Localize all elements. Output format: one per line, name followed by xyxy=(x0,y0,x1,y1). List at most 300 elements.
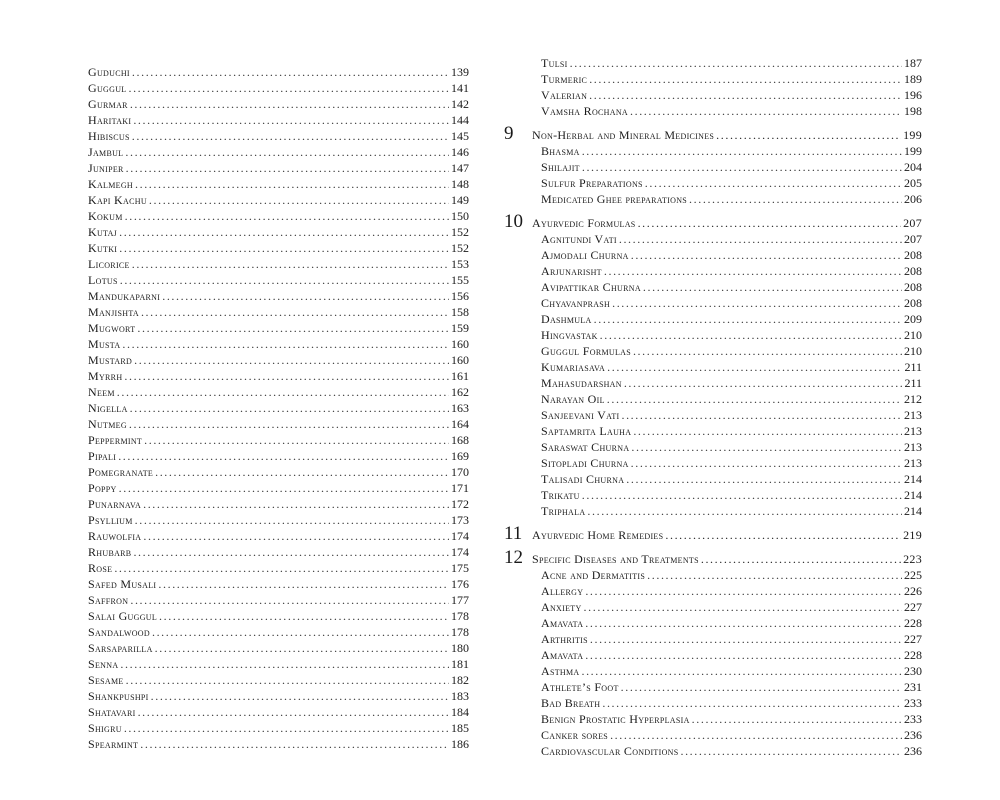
entry-title: Senna xyxy=(88,657,119,671)
dot-leader xyxy=(631,439,902,455)
toc-entry[interactable] xyxy=(541,583,922,599)
dot-leader xyxy=(125,208,449,224)
toc-entry[interactable] xyxy=(541,567,922,583)
toc-entry[interactable] xyxy=(88,400,469,416)
entry-page-number: 208 xyxy=(904,248,922,262)
entry-title: Spearmint xyxy=(88,737,139,751)
toc-entry[interactable] xyxy=(88,480,469,496)
dot-leader xyxy=(600,327,902,343)
entry-title: Dashmula xyxy=(541,312,592,326)
toc-entry[interactable] xyxy=(88,608,469,624)
chapter-page: 199 xyxy=(903,128,922,142)
entry-page-number: 155 xyxy=(451,273,469,287)
entry-title: Saffron xyxy=(88,593,129,607)
entry-title: Safed Musali xyxy=(88,577,157,591)
entry-title: Kapi Kachu xyxy=(88,193,147,207)
dot-leader xyxy=(132,64,449,80)
entry-page-number: 153 xyxy=(451,257,469,271)
entry-page-number: 212 xyxy=(904,392,922,406)
toc-entry[interactable] xyxy=(541,375,922,391)
entry-title: Medicated Ghee preparations xyxy=(541,192,688,206)
toc-entry[interactable] xyxy=(88,288,469,304)
chapter-page: 207 xyxy=(903,216,922,230)
toc-entry[interactable] xyxy=(541,87,922,103)
toc-entry[interactable] xyxy=(541,159,922,175)
entry-page-number: 168 xyxy=(451,433,469,447)
right-page-toc xyxy=(504,55,922,759)
dot-leader xyxy=(143,496,449,512)
toc-entry[interactable] xyxy=(541,343,922,359)
dot-leader xyxy=(716,126,901,144)
toc-entry[interactable] xyxy=(541,487,922,503)
toc-entry[interactable] xyxy=(541,295,922,311)
chapter-number: 11 xyxy=(504,523,523,544)
dot-leader xyxy=(149,192,449,208)
chapter-number: 9 xyxy=(504,123,514,144)
dot-leader xyxy=(610,727,902,743)
toc-entry[interactable] xyxy=(541,439,922,455)
entry-page-number: 170 xyxy=(451,465,469,479)
entry-title: Rose xyxy=(88,561,113,575)
entry-page-number: 227 xyxy=(904,632,922,646)
entry-page-number: 214 xyxy=(904,488,922,502)
chapter-heading-9[interactable] xyxy=(504,125,922,143)
toc-entry[interactable] xyxy=(541,143,922,159)
dot-leader xyxy=(589,87,902,103)
entry-title: Kutaj xyxy=(88,225,118,239)
toc-entry[interactable] xyxy=(541,647,922,663)
entry-page-number: 163 xyxy=(451,401,469,415)
entry-page-number: 141 xyxy=(451,81,469,95)
entry-page-number: 213 xyxy=(904,424,922,438)
entry-title: Athlete’s Foot xyxy=(541,680,619,694)
dot-leader xyxy=(120,272,449,288)
dot-leader xyxy=(624,375,903,391)
entry-page-number: 177 xyxy=(451,593,469,607)
left-entry-list xyxy=(88,64,469,752)
toc-entry[interactable] xyxy=(88,320,469,336)
entry-title: Sitopladi Churna xyxy=(541,456,629,470)
toc-entry[interactable] xyxy=(88,624,469,640)
dot-leader xyxy=(134,352,449,368)
dot-leader xyxy=(689,191,902,207)
toc-entry[interactable] xyxy=(88,224,469,240)
entry-page-number: 199 xyxy=(904,144,922,158)
entry-title: Sandalwood xyxy=(88,625,150,639)
toc-entry[interactable] xyxy=(541,679,922,695)
toc-entry[interactable] xyxy=(88,176,469,192)
entry-title: Juniper xyxy=(88,161,124,175)
entry-title: Saraswat Churna xyxy=(541,440,630,454)
dot-leader xyxy=(138,704,449,720)
entry-page-number: 225 xyxy=(904,568,922,582)
toc-entry[interactable] xyxy=(88,416,469,432)
dot-leader xyxy=(129,416,449,432)
toc-entry[interactable] xyxy=(541,55,922,71)
toc-entry[interactable] xyxy=(88,592,469,608)
toc-entry[interactable] xyxy=(541,663,922,679)
entry-page-number: 158 xyxy=(451,305,469,319)
toc-entry[interactable] xyxy=(88,560,469,576)
entry-page-number: 182 xyxy=(451,673,469,687)
toc-entry[interactable] xyxy=(88,704,469,720)
entry-title: Ajmodali Churna xyxy=(541,248,629,262)
toc-entry[interactable] xyxy=(541,191,922,207)
toc-entry[interactable] xyxy=(88,160,469,176)
toc-entry[interactable] xyxy=(541,711,922,727)
dot-leader xyxy=(570,55,902,71)
dot-leader xyxy=(140,736,449,752)
entry-title: Acne and Dermatitis xyxy=(541,568,646,582)
entry-title: Musta xyxy=(88,337,121,351)
entry-page-number: 226 xyxy=(904,584,922,598)
toc-entry[interactable] xyxy=(88,64,469,80)
toc-entry[interactable] xyxy=(541,503,922,519)
entry-title: Poppy xyxy=(88,481,117,495)
dot-leader xyxy=(135,512,449,528)
entry-title: Mandukaparni xyxy=(88,289,161,303)
toc-entry[interactable] xyxy=(541,599,922,615)
chapter-heading-11[interactable] xyxy=(504,525,922,543)
entry-page-number: 210 xyxy=(904,344,922,358)
entry-title: Mustard xyxy=(88,353,133,367)
entry-page-number: 228 xyxy=(904,648,922,662)
dot-leader xyxy=(638,214,902,232)
dot-leader xyxy=(130,400,449,416)
toc-entry[interactable] xyxy=(88,496,469,512)
entry-title: Kutki xyxy=(88,241,118,255)
toc-entry[interactable] xyxy=(88,144,469,160)
entry-page-number: 184 xyxy=(451,705,469,719)
dot-leader xyxy=(585,615,902,631)
dot-leader xyxy=(645,175,902,191)
chapter-title: Ayurvedic Home Remedies xyxy=(532,528,664,542)
toc-entry[interactable] xyxy=(88,736,469,752)
dot-leader xyxy=(680,743,902,759)
toc-entry[interactable] xyxy=(541,247,922,263)
entry-title: Arthritis xyxy=(541,632,588,646)
entry-page-number: 159 xyxy=(451,321,469,335)
toc-entry[interactable] xyxy=(88,432,469,448)
entry-page-number: 171 xyxy=(451,481,469,495)
entry-page-number: 160 xyxy=(451,353,469,367)
dot-leader xyxy=(118,448,449,464)
entry-page-number: 236 xyxy=(904,728,922,742)
chapter-heading-10[interactable] xyxy=(504,213,922,231)
toc-entry[interactable] xyxy=(541,391,922,407)
toc-entry[interactable] xyxy=(541,263,922,279)
entry-page-number: 178 xyxy=(451,609,469,623)
entry-title: Shankpushpi xyxy=(88,689,149,703)
entry-title: Cardiovascular Conditions xyxy=(541,744,679,758)
dot-leader xyxy=(585,647,902,663)
entry-title: Gurmar xyxy=(88,97,128,111)
entry-title: Rauwolfia xyxy=(88,529,142,543)
dot-leader xyxy=(158,576,449,592)
toc-entry[interactable] xyxy=(541,615,922,631)
toc-entry[interactable] xyxy=(88,336,469,352)
dot-leader xyxy=(643,279,902,295)
toc-entry[interactable] xyxy=(88,192,469,208)
chapter-number: 10 xyxy=(504,211,523,232)
entry-title: Turmeric xyxy=(541,72,588,86)
entry-page-number: 185 xyxy=(451,721,469,735)
toc-entry[interactable] xyxy=(88,112,469,128)
chapter-title: Specific Diseases and Treatments xyxy=(532,552,699,566)
chapter-page: 223 xyxy=(903,552,922,566)
entry-title: Sarsaparilla xyxy=(88,641,153,655)
entry-page-number: 160 xyxy=(451,337,469,351)
entry-title: Haritaki xyxy=(88,113,132,127)
dot-leader xyxy=(582,487,902,503)
entry-page-number: 206 xyxy=(904,192,922,206)
entry-page-number: 208 xyxy=(904,264,922,278)
entry-page-number: 139 xyxy=(451,65,469,79)
toc-entry[interactable] xyxy=(88,640,469,656)
dot-leader xyxy=(590,631,902,647)
dot-leader xyxy=(133,544,449,560)
toc-entry[interactable] xyxy=(88,272,469,288)
entry-page-number: 236 xyxy=(904,744,922,758)
dot-leader xyxy=(587,503,902,519)
entry-title: Agnitundi Vati xyxy=(541,232,617,246)
entry-title: Peppermint xyxy=(88,433,143,447)
dot-leader xyxy=(701,550,901,568)
toc-entry[interactable] xyxy=(88,96,469,112)
entry-title: Hibiscus xyxy=(88,129,130,143)
dot-leader xyxy=(133,112,449,128)
entry-page-number: 213 xyxy=(904,440,922,454)
entry-page-number: 176 xyxy=(451,577,469,591)
toc-entry[interactable] xyxy=(88,304,469,320)
dot-leader xyxy=(582,143,902,159)
toc-entry[interactable] xyxy=(541,359,922,375)
entry-page-number: 174 xyxy=(451,545,469,559)
entry-title: Mugwort xyxy=(88,321,136,335)
dot-leader xyxy=(647,567,902,583)
entry-page-number: 183 xyxy=(451,689,469,703)
dot-leader xyxy=(692,711,902,727)
toc-entry[interactable] xyxy=(88,208,469,224)
dot-leader xyxy=(119,224,449,240)
entry-title: Kokum xyxy=(88,209,123,223)
entry-title: Narayan Oil xyxy=(541,392,605,406)
dot-leader xyxy=(135,176,449,192)
chapter-title: Ayurvedic Formulas xyxy=(532,216,636,230)
entry-title: Trikatu xyxy=(541,488,580,502)
dot-leader xyxy=(607,359,902,375)
dot-leader xyxy=(581,663,902,679)
chapter-10-entry-list xyxy=(504,231,922,519)
chapter-page: 219 xyxy=(903,528,922,542)
toc-entry[interactable] xyxy=(541,327,922,343)
toc-entry[interactable] xyxy=(541,455,922,471)
entry-title: Amavata xyxy=(541,648,584,662)
dot-leader xyxy=(119,240,449,256)
entry-page-number: 204 xyxy=(904,160,922,174)
chapter-12-entry-list xyxy=(504,567,922,759)
entry-title: Nigella xyxy=(88,401,128,415)
toc-entry[interactable] xyxy=(88,688,469,704)
entry-title: Saptamrita Lauha xyxy=(541,424,632,438)
toc-entry[interactable] xyxy=(88,672,469,688)
entry-page-number: 156 xyxy=(451,289,469,303)
entry-page-number: 145 xyxy=(451,129,469,143)
dot-leader xyxy=(626,471,902,487)
toc-entry[interactable] xyxy=(541,471,922,487)
toc-entry[interactable] xyxy=(541,743,922,759)
entry-title: Guggul xyxy=(88,81,127,95)
dot-leader xyxy=(114,560,449,576)
dot-leader xyxy=(130,592,449,608)
dot-leader xyxy=(124,368,449,384)
entry-title: Pomegranate xyxy=(88,465,154,479)
dot-leader xyxy=(594,311,902,327)
toc-entry[interactable] xyxy=(88,512,469,528)
toc-entry[interactable] xyxy=(88,720,469,736)
chapter-9-entry-list xyxy=(504,143,922,207)
toc-entry[interactable] xyxy=(88,368,469,384)
entry-title: Talisadi Churna xyxy=(541,472,625,486)
dot-leader xyxy=(152,624,449,640)
dot-leader xyxy=(162,288,449,304)
toc-entry[interactable] xyxy=(541,423,922,439)
dot-leader xyxy=(585,583,902,599)
entry-title: Bad Breath xyxy=(541,696,601,710)
entry-page-number: 207 xyxy=(904,232,922,246)
entry-page-number: 233 xyxy=(904,696,922,710)
toc-entry[interactable] xyxy=(541,103,922,119)
entry-title: Chyavanprash xyxy=(541,296,611,310)
entry-title: Canker sores xyxy=(541,728,609,742)
entry-page-number: 162 xyxy=(451,385,469,399)
entry-page-number: 164 xyxy=(451,417,469,431)
entry-title: Myrrh xyxy=(88,369,123,383)
entry-page-number: 231 xyxy=(904,680,922,694)
entry-page-number: 172 xyxy=(451,497,469,511)
entry-title: Bhasma xyxy=(541,144,580,158)
toc-entry[interactable] xyxy=(541,311,922,327)
dot-leader xyxy=(607,391,902,407)
entry-page-number: 169 xyxy=(451,449,469,463)
entry-title: Asthma xyxy=(541,664,580,678)
entry-page-number: 152 xyxy=(451,241,469,255)
dot-leader xyxy=(122,336,449,352)
entry-title: Allergy xyxy=(541,584,584,598)
entry-page-number: 161 xyxy=(451,369,469,383)
toc-entry[interactable] xyxy=(88,464,469,480)
entry-title: Lotus xyxy=(88,273,118,287)
entry-page-number: 209 xyxy=(904,312,922,326)
dot-leader xyxy=(633,343,902,359)
right-top-entry-list xyxy=(504,55,922,119)
dot-leader xyxy=(137,320,449,336)
entry-title: Rhubarb xyxy=(88,545,132,559)
toc-entry[interactable] xyxy=(88,576,469,592)
entry-page-number: 178 xyxy=(451,625,469,639)
chapter-number: 12 xyxy=(504,547,523,568)
entry-page-number: 150 xyxy=(451,209,469,223)
dot-leader xyxy=(582,159,902,175)
toc-entry[interactable] xyxy=(541,175,922,191)
toc-entry[interactable] xyxy=(88,384,469,400)
toc-entry[interactable] xyxy=(88,256,469,272)
dot-leader xyxy=(155,640,449,656)
toc-entry[interactable] xyxy=(541,279,922,295)
toc-entry[interactable] xyxy=(88,448,469,464)
dot-leader xyxy=(602,695,902,711)
toc-entry[interactable] xyxy=(88,656,469,672)
entry-page-number: 211 xyxy=(904,376,922,390)
toc-entry[interactable] xyxy=(88,544,469,560)
entry-title: Pipali xyxy=(88,449,117,463)
dot-leader xyxy=(631,455,902,471)
entry-title: Anxiety xyxy=(541,600,582,614)
entry-title: Vamsha Rochana xyxy=(541,104,628,118)
toc-entry[interactable] xyxy=(541,231,922,247)
entry-title: Salai Guggul xyxy=(88,609,158,623)
toc-entry[interactable] xyxy=(88,80,469,96)
entry-page-number: 186 xyxy=(451,737,469,751)
dot-leader xyxy=(633,423,902,439)
entry-title: Amavata xyxy=(541,616,584,630)
entry-page-number: 196 xyxy=(904,88,922,102)
dot-leader xyxy=(126,160,449,176)
dot-leader xyxy=(117,384,449,400)
entry-title: Sanjeevani Vati xyxy=(541,408,620,422)
toc-entry[interactable] xyxy=(541,71,922,87)
entry-title: Kalmegh xyxy=(88,177,133,191)
toc-entry[interactable] xyxy=(88,240,469,256)
entry-title: Arjunarisht xyxy=(541,264,602,278)
entry-title: Licorice xyxy=(88,257,130,271)
entry-page-number: 148 xyxy=(451,177,469,191)
toc-entry[interactable] xyxy=(541,727,922,743)
entry-title: Guggul Formulas xyxy=(541,344,631,358)
chapter-heading-12[interactable] xyxy=(504,549,922,567)
entry-page-number: 208 xyxy=(904,296,922,310)
entry-title: Nutmeg xyxy=(88,417,127,431)
entry-page-number: 149 xyxy=(451,193,469,207)
toc-entry[interactable] xyxy=(88,128,469,144)
toc-entry[interactable] xyxy=(541,631,922,647)
dot-leader xyxy=(130,96,449,112)
dot-leader xyxy=(630,103,902,119)
toc-entry[interactable] xyxy=(88,528,469,544)
entry-page-number: 198 xyxy=(904,104,922,118)
dot-leader xyxy=(612,295,902,311)
dot-leader xyxy=(584,599,902,615)
dot-leader xyxy=(132,128,449,144)
entry-page-number: 180 xyxy=(451,641,469,655)
entry-title: Mahasudarshan xyxy=(541,376,622,390)
toc-entry[interactable] xyxy=(541,695,922,711)
entry-page-number: 144 xyxy=(451,113,469,127)
entry-title: Shatavari xyxy=(88,705,136,719)
toc-entry[interactable] xyxy=(88,352,469,368)
entry-page-number: 214 xyxy=(904,504,922,518)
entry-title: Sesame xyxy=(88,673,124,687)
dot-leader xyxy=(621,679,902,695)
dot-leader xyxy=(119,480,449,496)
entry-title: Guduchi xyxy=(88,65,130,79)
entry-title: Kumariasava xyxy=(541,360,606,374)
dot-leader xyxy=(631,247,902,263)
toc-entry[interactable] xyxy=(541,407,922,423)
entry-title: Punarnava xyxy=(88,497,142,511)
entry-page-number: 147 xyxy=(451,161,469,175)
dot-leader xyxy=(120,656,449,672)
